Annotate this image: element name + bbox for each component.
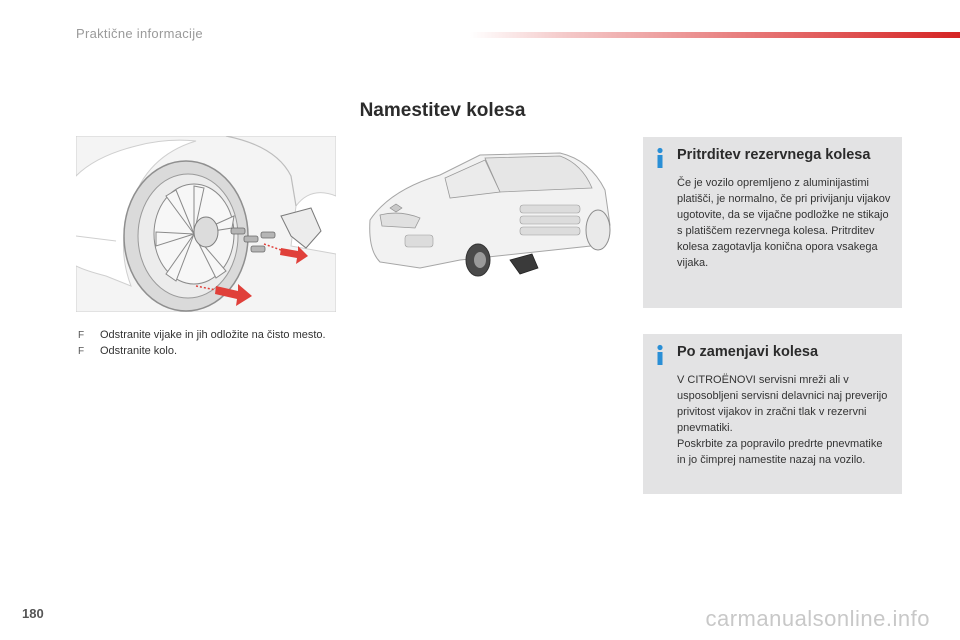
instruction-list <box>78 328 338 359</box>
info-box-text: Če je vozilo opremljeno z aluminijastimi platišči, je normalno, če pri privijanju vijakov ugotovite, da se vijačne podložke ne stikajo s platiščem rezervnega kolesa. Pritrditev kolesa zagotavlja konična opora vsakega vijaka. <box>677 177 891 269</box>
info-box-title: Pritrditev rezervnega kolesa <box>677 147 871 163</box>
page-number: 180 <box>22 606 44 621</box>
page-header-title: Praktične informacije <box>76 26 203 41</box>
info-icon <box>653 147 667 169</box>
info-box-spare-wheel <box>643 137 902 308</box>
bullet-text: Odstranite kolo. <box>100 344 178 357</box>
info-box-after-change <box>643 334 902 494</box>
car-jack-illustration <box>360 150 615 290</box>
info-icon <box>653 344 667 366</box>
header-accent-bar <box>470 32 960 38</box>
info-box-title: Po zamenjavi kolesa <box>677 344 819 360</box>
wheel-removal-illustration <box>76 136 336 312</box>
info-box-text-line-1: V CITROËNOVI servisni mreži ali v usposobljeni servisni delavnici naj preverijo privitost vijakov in zračni tlak v rezervni pnevmatiki. <box>677 374 888 434</box>
bullet-text: Odstranite vijake in jih odložite na čisto mesto. <box>100 329 326 341</box>
section-title-text: Namestitev kolesa <box>359 100 526 121</box>
bullet-marker: F <box>78 330 85 341</box>
list-item <box>78 344 338 360</box>
list-item <box>78 328 338 344</box>
watermark-text: carmanualsonline.info <box>705 606 930 631</box>
bullet-marker: F <box>78 345 85 357</box>
info-box-text-line-2: Poskrbite za popravilo predrte pnevmatike in jo čimprej namestite nazaj na vozilo. <box>677 438 883 466</box>
section-title <box>0 100 885 122</box>
